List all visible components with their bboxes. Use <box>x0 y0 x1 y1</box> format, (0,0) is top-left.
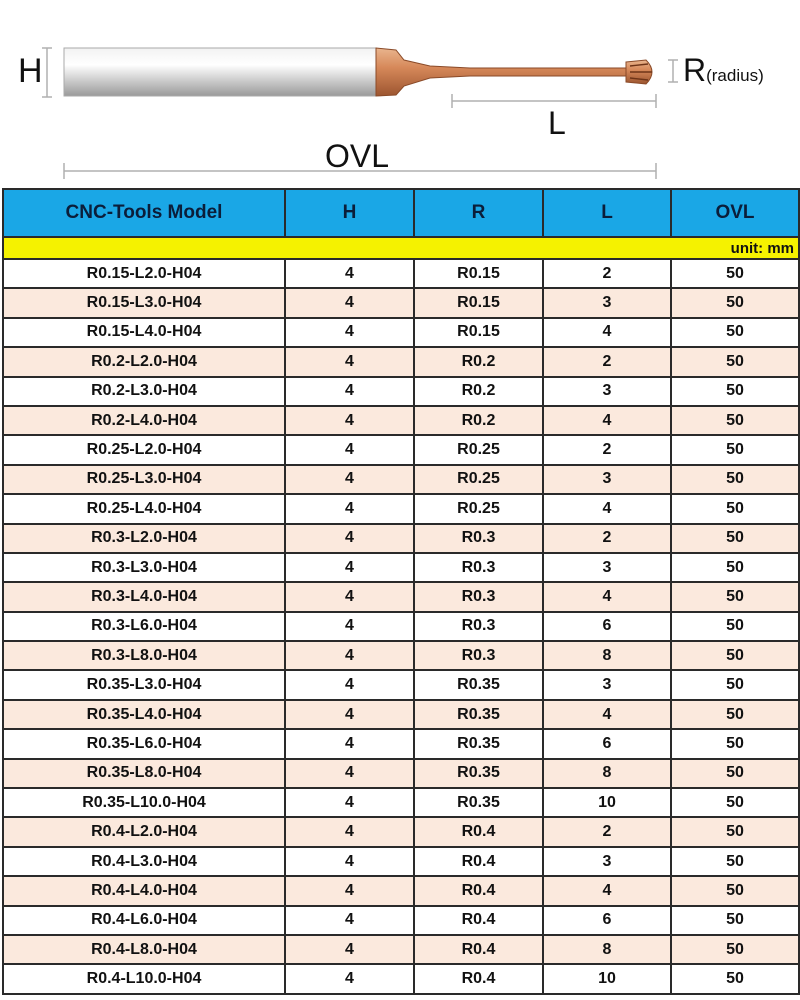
table-row <box>3 288 799 317</box>
cell-model: R0.3-L3.0-H04 <box>3 553 285 582</box>
header-l: L <box>543 189 671 237</box>
cell-h: 4 <box>285 524 414 553</box>
cell-ovl: 50 <box>671 847 799 876</box>
cell-h: 4 <box>285 494 414 523</box>
unit-label: unit: mm <box>3 237 799 259</box>
cell-model: R0.2-L2.0-H04 <box>3 347 285 376</box>
cell-r: R0.2 <box>414 377 543 406</box>
table-row <box>3 700 799 729</box>
l-dimension-label: L <box>548 105 566 141</box>
cell-model: R0.25-L3.0-H04 <box>3 465 285 494</box>
cell-r: R0.4 <box>414 935 543 964</box>
table-row <box>3 612 799 641</box>
cell-r: R0.3 <box>414 553 543 582</box>
cell-r: R0.15 <box>414 259 543 288</box>
table-row <box>3 524 799 553</box>
cell-h: 4 <box>285 406 414 435</box>
cell-ovl: 50 <box>671 700 799 729</box>
table-row <box>3 759 799 788</box>
cell-ovl: 50 <box>671 524 799 553</box>
cell-l: 2 <box>543 347 671 376</box>
spec-table <box>2 188 800 995</box>
cell-model: R0.4-L8.0-H04 <box>3 935 285 964</box>
cell-l: 4 <box>543 494 671 523</box>
r-dimension-label <box>683 52 764 89</box>
cell-l: 3 <box>543 377 671 406</box>
cell-l: 4 <box>543 406 671 435</box>
table-row <box>3 582 799 611</box>
r-letter: R <box>683 52 707 88</box>
cell-model: R0.2-L3.0-H04 <box>3 377 285 406</box>
table-row <box>3 847 799 876</box>
cell-h: 4 <box>285 259 414 288</box>
cell-h: 4 <box>285 935 414 964</box>
cell-r: R0.4 <box>414 964 543 993</box>
tool-diagram <box>0 0 800 188</box>
cell-model: R0.2-L4.0-H04 <box>3 406 285 435</box>
table-row <box>3 553 799 582</box>
cell-h: 4 <box>285 582 414 611</box>
cell-l: 4 <box>543 876 671 905</box>
cell-ovl: 50 <box>671 582 799 611</box>
cell-model: R0.35-L8.0-H04 <box>3 759 285 788</box>
header-model: CNC-Tools Model <box>3 189 285 237</box>
header-h: H <box>285 189 414 237</box>
cell-model: R0.35-L3.0-H04 <box>3 670 285 699</box>
cell-l: 3 <box>543 670 671 699</box>
cell-l: 3 <box>543 847 671 876</box>
ovl-dimension-label: OVL <box>325 138 390 174</box>
cell-model: R0.4-L6.0-H04 <box>3 906 285 935</box>
cell-l: 3 <box>543 465 671 494</box>
table-row <box>3 906 799 935</box>
cell-ovl: 50 <box>671 347 799 376</box>
header-r: R <box>414 189 543 237</box>
cell-r: R0.25 <box>414 435 543 464</box>
cell-h: 4 <box>285 964 414 993</box>
cell-ovl: 50 <box>671 670 799 699</box>
cell-r: R0.3 <box>414 582 543 611</box>
table-row <box>3 494 799 523</box>
cell-ovl: 50 <box>671 906 799 935</box>
cell-model: R0.4-L2.0-H04 <box>3 817 285 846</box>
cell-ovl: 50 <box>671 465 799 494</box>
cell-h: 4 <box>285 347 414 376</box>
cell-h: 4 <box>285 788 414 817</box>
table-row <box>3 817 799 846</box>
table-row <box>3 670 799 699</box>
cell-r: R0.35 <box>414 729 543 758</box>
cell-r: R0.15 <box>414 318 543 347</box>
cell-ovl: 50 <box>671 876 799 905</box>
end-mill-illustration <box>0 0 800 188</box>
cell-r: R0.3 <box>414 641 543 670</box>
cell-r: R0.4 <box>414 876 543 905</box>
table-row <box>3 641 799 670</box>
cell-model: R0.15-L3.0-H04 <box>3 288 285 317</box>
cell-r: R0.35 <box>414 700 543 729</box>
cell-r: R0.15 <box>414 288 543 317</box>
cell-ovl: 50 <box>671 788 799 817</box>
cell-model: R0.4-L10.0-H04 <box>3 964 285 993</box>
table-header-row <box>3 189 799 237</box>
cell-ovl: 50 <box>671 817 799 846</box>
cell-model: R0.3-L8.0-H04 <box>3 641 285 670</box>
cell-l: 6 <box>543 612 671 641</box>
header-ovl: OVL <box>671 189 799 237</box>
cell-l: 2 <box>543 524 671 553</box>
cell-l: 8 <box>543 641 671 670</box>
table-row <box>3 729 799 758</box>
cell-l: 3 <box>543 288 671 317</box>
cell-h: 4 <box>285 288 414 317</box>
cell-l: 2 <box>543 817 671 846</box>
cell-l: 8 <box>543 935 671 964</box>
cell-ovl: 50 <box>671 553 799 582</box>
cell-h: 4 <box>285 465 414 494</box>
table-row <box>3 259 799 288</box>
cell-ovl: 50 <box>671 318 799 347</box>
cell-model: R0.35-L10.0-H04 <box>3 788 285 817</box>
cell-ovl: 50 <box>671 612 799 641</box>
cell-model: R0.25-L2.0-H04 <box>3 435 285 464</box>
cell-r: R0.25 <box>414 465 543 494</box>
cell-h: 4 <box>285 435 414 464</box>
cell-ovl: 50 <box>671 759 799 788</box>
table-body <box>3 259 799 994</box>
cell-r: R0.4 <box>414 817 543 846</box>
cell-h: 4 <box>285 612 414 641</box>
cell-r: R0.25 <box>414 494 543 523</box>
cell-h: 4 <box>285 700 414 729</box>
table-row <box>3 788 799 817</box>
cell-model: R0.4-L3.0-H04 <box>3 847 285 876</box>
table-row <box>3 964 799 993</box>
h-dimension-label: H <box>18 52 43 90</box>
cell-model: R0.3-L2.0-H04 <box>3 524 285 553</box>
cell-ovl: 50 <box>671 964 799 993</box>
cell-l: 10 <box>543 964 671 993</box>
cell-l: 4 <box>543 700 671 729</box>
cell-l: 8 <box>543 759 671 788</box>
cell-r: R0.35 <box>414 788 543 817</box>
cell-h: 4 <box>285 377 414 406</box>
cell-model: R0.15-L2.0-H04 <box>3 259 285 288</box>
cell-h: 4 <box>285 670 414 699</box>
cell-ovl: 50 <box>671 641 799 670</box>
cell-h: 4 <box>285 318 414 347</box>
cell-model: R0.3-L4.0-H04 <box>3 582 285 611</box>
cell-h: 4 <box>285 641 414 670</box>
cell-ovl: 50 <box>671 935 799 964</box>
cell-ovl: 50 <box>671 494 799 523</box>
table-row <box>3 876 799 905</box>
table-row <box>3 347 799 376</box>
cell-h: 4 <box>285 847 414 876</box>
cell-model: R0.3-L6.0-H04 <box>3 612 285 641</box>
table-row <box>3 935 799 964</box>
cell-l: 4 <box>543 318 671 347</box>
cell-r: R0.4 <box>414 906 543 935</box>
table-row <box>3 318 799 347</box>
cell-model: R0.4-L4.0-H04 <box>3 876 285 905</box>
cell-r: R0.35 <box>414 759 543 788</box>
r-radius-note: (radius) <box>706 66 764 85</box>
cell-h: 4 <box>285 759 414 788</box>
cell-h: 4 <box>285 817 414 846</box>
cell-model: R0.25-L4.0-H04 <box>3 494 285 523</box>
cell-l: 10 <box>543 788 671 817</box>
cell-l: 3 <box>543 553 671 582</box>
table-row <box>3 465 799 494</box>
cell-r: R0.4 <box>414 847 543 876</box>
cell-l: 4 <box>543 582 671 611</box>
cell-model: R0.15-L4.0-H04 <box>3 318 285 347</box>
cell-ovl: 50 <box>671 259 799 288</box>
cell-ovl: 50 <box>671 377 799 406</box>
table-row <box>3 406 799 435</box>
cell-ovl: 50 <box>671 435 799 464</box>
cell-r: R0.2 <box>414 347 543 376</box>
table-row <box>3 435 799 464</box>
cell-l: 6 <box>543 906 671 935</box>
cell-l: 2 <box>543 259 671 288</box>
cell-h: 4 <box>285 906 414 935</box>
cell-r: R0.3 <box>414 524 543 553</box>
cell-r: R0.35 <box>414 670 543 699</box>
cell-ovl: 50 <box>671 288 799 317</box>
unit-row <box>3 237 799 259</box>
cell-model: R0.35-L6.0-H04 <box>3 729 285 758</box>
cell-l: 6 <box>543 729 671 758</box>
cell-h: 4 <box>285 553 414 582</box>
cell-h: 4 <box>285 729 414 758</box>
table-row <box>3 377 799 406</box>
cell-r: R0.3 <box>414 612 543 641</box>
cell-h: 4 <box>285 876 414 905</box>
cell-ovl: 50 <box>671 406 799 435</box>
cell-ovl: 50 <box>671 729 799 758</box>
cell-l: 2 <box>543 435 671 464</box>
cell-r: R0.2 <box>414 406 543 435</box>
cell-model: R0.35-L4.0-H04 <box>3 700 285 729</box>
